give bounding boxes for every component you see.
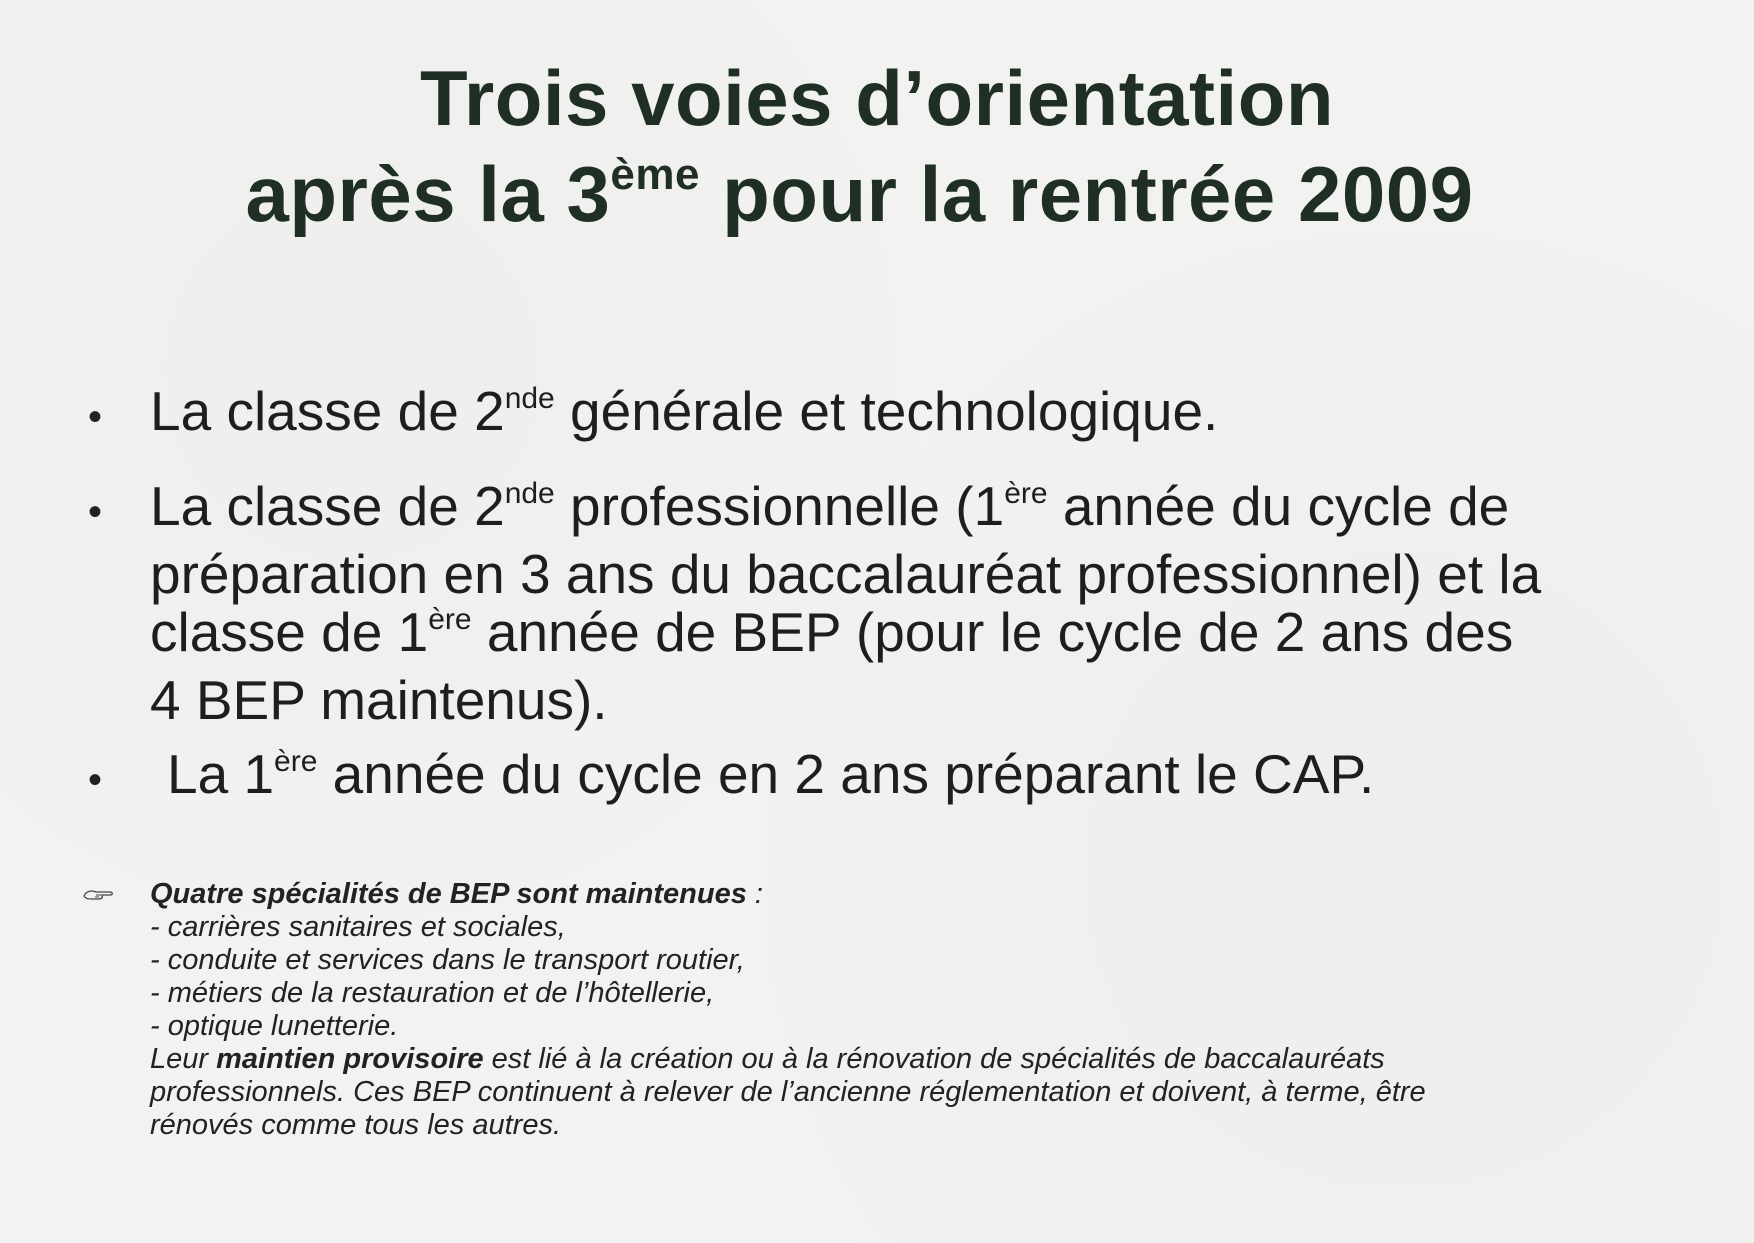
note-text xyxy=(150,878,1710,1142)
text-segment: année du cycle de xyxy=(1047,475,1510,537)
note-heading xyxy=(150,878,1710,911)
note-paragraph-line: professionnels. Ces BEP continuent à relever de l’ancienne réglementation et doivent, à terme, être xyxy=(150,1076,1426,1108)
list-item-text xyxy=(150,477,1680,729)
text-segment: professionnelle (1 xyxy=(554,475,1005,537)
title-line-1: Trois voies d’orientation xyxy=(420,54,1334,142)
text-segment: est lié à la création ou à la rénovation de spécialités de baccalauréats xyxy=(483,1043,1385,1075)
text-segment: : xyxy=(746,878,763,910)
note-paragraph-line: rénovés comme tous les autres. xyxy=(150,1109,562,1141)
note-paragraph-line xyxy=(150,1043,1710,1076)
text-line: préparation en 3 ans du baccalauréat professionnel) et la xyxy=(150,543,1542,605)
note-heading-bold: Quatre spécialités de BEP sont maintenues xyxy=(150,878,747,910)
page-title xyxy=(0,50,1754,255)
superscript: ère xyxy=(1004,477,1048,510)
superscript: ère xyxy=(274,745,318,778)
note-list-item: - optique lunetterie. xyxy=(150,1010,399,1042)
note-emphasis: maintien provisoire xyxy=(216,1043,484,1075)
title-superscript: ème xyxy=(610,150,700,199)
text-line xyxy=(150,603,1680,671)
text-line xyxy=(150,477,1680,545)
text-segment: année de BEP (pour le cycle de 2 ans des xyxy=(471,601,1514,663)
list-item-text xyxy=(167,745,1697,813)
title-line-2-start: après la 3 xyxy=(245,150,611,238)
text-segment: classe de 1 xyxy=(150,601,429,663)
text-line: 4 BEP maintenus). xyxy=(150,669,608,731)
text-segment: Leur xyxy=(150,1043,217,1075)
note-list-item: - carrières sanitaires et sociales, xyxy=(150,911,566,943)
bullet-marker: • xyxy=(88,490,103,534)
bullet-marker: • xyxy=(88,395,103,439)
note-list-item: - conduite et services dans le transport routier, xyxy=(150,944,745,976)
text-segment: année du cycle en 2 ans préparant le CAP. xyxy=(317,743,1375,805)
title-line-2 xyxy=(0,146,1754,255)
title-line-2-end: pour la rentrée 2009 xyxy=(699,150,1474,238)
text-segment: générale et technologique. xyxy=(554,380,1219,442)
bullet-marker: • xyxy=(88,758,103,802)
list-item-text xyxy=(150,382,1680,450)
text-segment: La classe de 2 xyxy=(150,475,505,537)
superscript: ère xyxy=(428,603,472,636)
superscript: nde xyxy=(504,477,555,510)
pointing-hand-icon xyxy=(82,886,116,904)
superscript: nde xyxy=(504,382,555,415)
note-list-item: - métiers de la restauration et de l’hôtellerie, xyxy=(150,977,715,1009)
text-segment: La 1 xyxy=(167,743,275,805)
text-segment: La classe de 2 xyxy=(150,380,505,442)
